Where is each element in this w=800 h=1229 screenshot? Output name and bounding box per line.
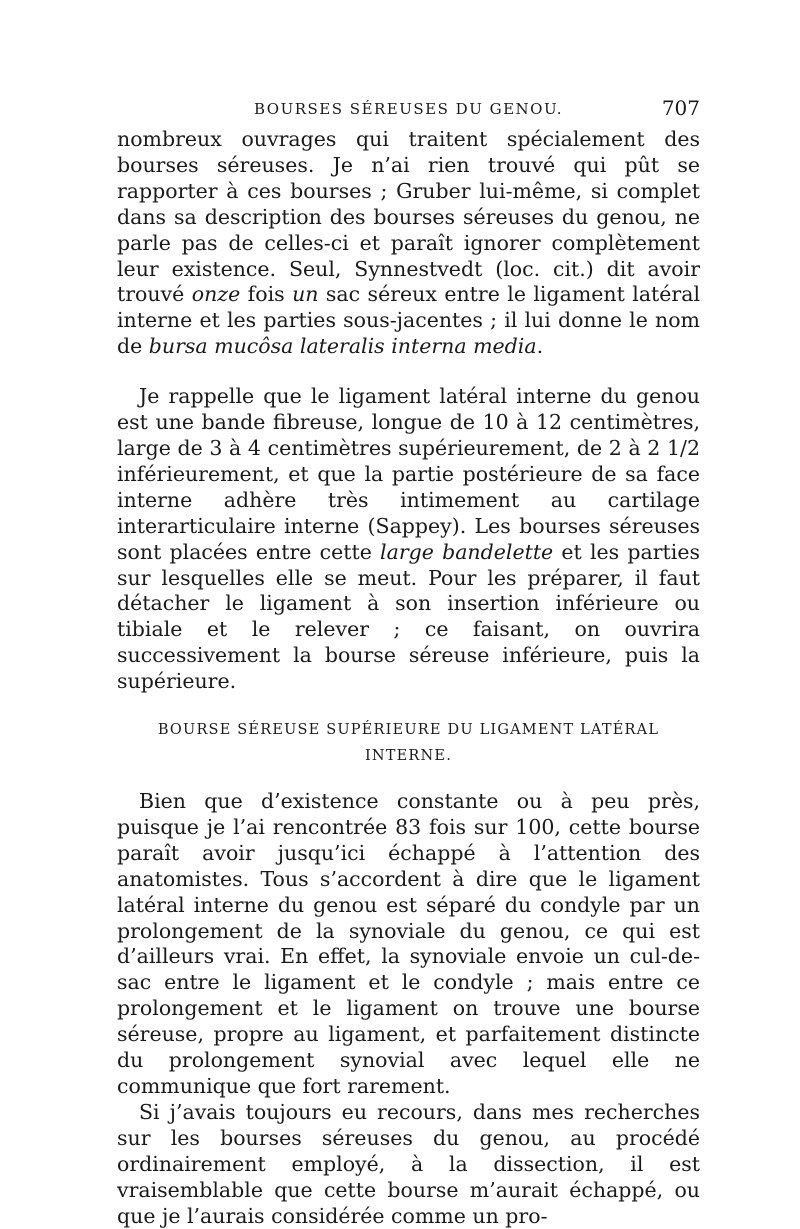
subheading-line-1: BOURSE SÉREUSE SUPÉRIEURE DU LIGAMENT LATÉRAL xyxy=(157,722,660,739)
paragraph-1-text-b: fois xyxy=(240,282,293,307)
page-number: 707 xyxy=(661,96,700,120)
paragraph-1-italic-un: un xyxy=(292,282,319,307)
paragraph-2-italic-large-bandelette: large bandelette xyxy=(380,539,554,564)
paragraph-3: Bien que d’existence constante ou à peu près, puisque je l’ai rencontrée 83 fois sur 100, cette bourse paraît avoir jusqu’ici échappé à l’attention des anatomistes. Tous s’accordent à dire que le ligament latéral interne du genou est séparé du condyle par un prolongement de la synoviale du genou, ce qui est d’ailleurs vrai. En effet, la synoviale envoie un cul-de-sac entre le ligament et le condyle ; mais entre ce prolongement et le ligament on trouve une bourse séreuse, propre au ligament, et parfaitement distincte du prolongement synovial avec lequel elle ne communique que fort rarement. xyxy=(117,789,700,1098)
paragraph-1 xyxy=(117,127,700,360)
running-title: BOURSES SÉREUSES DU GENOU. xyxy=(253,100,563,118)
body-text xyxy=(117,127,700,1229)
paragraph-1-italic-latin-name: bursa mucôsa lateralis interna media xyxy=(148,334,537,359)
paragraph-2 xyxy=(117,384,700,695)
paragraph-2-text-a: Je rappelle que le ligament latéral interne du genou est une bande fibreuse, longue de 10 à 12 centimètres, large de 3 à 4 centimètres supérieurement, de 2 à 2 1/2 inférieurement, et que la partie postérieure de sa face interne adhère très intimement au cartilage interarticulaire interne (Sappey). Les bourses séreuses sont placées entre cette xyxy=(117,384,700,564)
paragraph-1-italic-onze: onze xyxy=(191,282,241,307)
paragraph-1-text-a: nombreux ouvrages qui traitent spécialement des bourses séreuses. Je n’ai rien trouvé qui pût se rapporter à ces bourses ; Gruber lui-même, si complet dans sa description des bourses séreuses du genou, ne parle pas de celles-ci et paraît ignorer complètement leur existence. Seul, Synnestvedt (loc. cit.) dit avoir trouvé xyxy=(117,127,700,307)
page-header xyxy=(117,98,700,124)
section-subheading xyxy=(117,717,700,769)
paragraph-1-text-d: . xyxy=(536,334,544,359)
paragraph-1-text-c: sac séreux entre le ligament latéral interne et les parties sous-jacentes ; il lui donne le nom de xyxy=(117,282,700,359)
subheading-line-2: INTERNE. xyxy=(364,748,453,765)
paragraph-2-text-b: et les parties sur lesquelles elle se meut. Pour les préparer, il faut détacher le ligament à son insertion inférieure ou tibiale et le relever ; ce faisant, on ouvrira successivement la bourse séreuse inférieure, puis la supérieure. xyxy=(117,539,701,694)
paragraph-4: Si j’avais toujours eu recours, dans mes recherches sur les bourses séreuses du genou, au procédé ordinairement employé, à la dissection, il est vraisemblable que cette bourse m’aurait échappé, ou que je l’aurais considérée comme un pro- xyxy=(117,1099,700,1228)
